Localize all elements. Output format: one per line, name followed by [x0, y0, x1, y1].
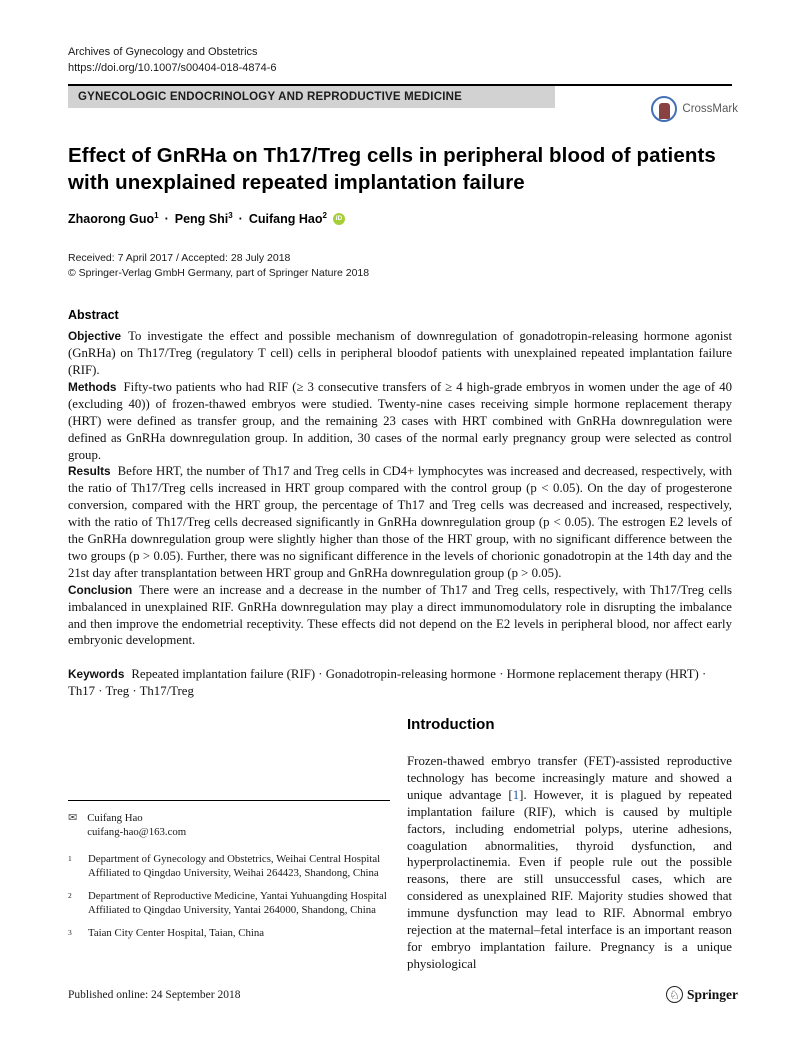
- affiliation-2: [68, 889, 390, 917]
- orcid-icon[interactable]: iD: [333, 213, 345, 225]
- springer-wordmark: Springer: [686, 986, 738, 1002]
- page-title: [68, 142, 732, 196]
- footnotes-block: [68, 800, 390, 949]
- published-online-date: Published online: 24 September 2018: [68, 988, 241, 1001]
- author-3: Cuifang Hao$^2$: [248, 211, 327, 227]
- author-2: Peng Shi$^3$: [174, 211, 233, 227]
- crossmark-badge[interactable]: [651, 96, 738, 122]
- abstract-conclusion-text: There were an increase and a decrease in the number of Th17 and Treg cells, respectively, with Th17/Treg cells imbalanced in unexplained RIF. GnRHa downregulation may play a direct immunomodulatory role in disrupting the imbalance and then improve the endometrial receptivity. These effects did not depend on the E2 levels in peripheral blood, nor affect early embryonic development.: [68, 582, 732, 648]
- springer-knight-icon: ♘: [666, 986, 683, 1003]
- keywords-line: [68, 666, 732, 700]
- keywords-label: Keywords: [68, 667, 125, 682]
- abstract-methods-text: Fifty-two patients who had RIF (≥ 3 consecutive transfers of ≥ 4 high-grade embryos in women under the age of 40 (excluding 40)) of frozen-thawed embryos were studied. Twenty-nine cases receiving simple hormone replacement therapy (HRT) were defined as transfer group, and the remaining 23 cases with HRT combined with GnRHa downregulation were defined as GnRHa downregulation group. In addition, 30 cases of the normal early pregnancy group were selected as control group.: [68, 379, 732, 462]
- crossmark-shield-shape: [659, 103, 670, 119]
- abstract-objective-text: To investigate the effect and possible mechanism of downregulation of gonadotropin-releasing hormone agonist (GnRHa) on Th17/Treg (regulatory T cell) cells in peripheral bloodof patients with unexplained repeated implantation failure (RIF).: [68, 329, 732, 377]
- author-list: [68, 211, 732, 226]
- affiliation-3-text: Taian City Center Hospital, Taian, China: [88, 927, 265, 939]
- journal-name: Archives of Gynecology and Obstetrics: [68, 46, 258, 58]
- springer-logo: [666, 986, 738, 1003]
- correspondence-email[interactable]: cuifang-hao@163.com: [87, 826, 187, 838]
- abstract-methods: [68, 379, 732, 464]
- affiliation-1-text: Department of Gynecology and Obstetrics, Weihai Central Hospital Affiliated to Qingdao University, Weihai 264423, Shandong, China: [88, 853, 381, 879]
- abstract-conclusion: [68, 582, 732, 650]
- affiliation-3: [68, 926, 390, 940]
- abstract-results-label: Results: [68, 464, 111, 479]
- affiliation-2-text: Department of Reproductive Medicine, Yantai Yuhuangding Hospital Affiliated to Qingdao University, Yantai 264000, Shandong, China: [88, 890, 387, 916]
- affiliation-1-number: 1: [68, 854, 72, 863]
- intro-text-after-ref: ]. However, it is plagued by repeated implantation failure (RIF), which is caused by multiple factors, including endometrial polyps, uterine adhesions, coagulation abnormalities, thyroid dysfunction, and hyperprolactinemia. Even if people rule out the possible reasons, there are still unsuccessful cases, which are considered as unexplained RIF. Majority studies showed that immune dysfunction may lead to RIF. Abnormal embryo rejection at the maternal–fetal interface is an important reason for embryo implantation failure. Pregnancy is a unique physiological: [407, 787, 732, 971]
- received-accepted-dates: Received: 7 April 2017 / Accepted: 28 July 2018: [68, 252, 291, 265]
- abstract-objective-label: Objective: [68, 329, 122, 344]
- crossmark-icon: [651, 96, 677, 122]
- correspondence-name: Cuifang Hao: [87, 812, 143, 824]
- abstract-results: [68, 463, 732, 581]
- abstract-objective: [68, 328, 732, 379]
- footnote-rule: [68, 800, 390, 801]
- introduction-paragraph: [407, 753, 732, 973]
- journal-header: [68, 44, 732, 76]
- correspondence: [68, 811, 390, 839]
- abstract-results-text: Before HRT, the number of Th17 and Treg cells in CD4+ lymphocytes was increased and decreased, respectively, with the ratio of Th17/Treg cells increased in HRT group compared with the control group (p < 0.05). On the day of progesterone conversion, compared with the HRT group, the percentage of Th17 and Treg cells was decreased and increased, respectively, with the ratio of Th17/Treg cells decreased significantly in GnRHa downregulation group (p < 0.05). The estrogen E2 levels of the GnRHa downregulation group were slightly higher than those of the HRT group, with no significant difference between the two groups (p > 0.05). Further, there was no significant difference in the levels of chorionic gonadotropin at the 14th day and the 21st day after transplantation between HRT group and GnRHa downregulation group (p > 0.05).: [68, 464, 732, 580]
- reference-link-1[interactable]: 1: [512, 787, 520, 802]
- abstract-methods-label: Methods: [68, 379, 117, 394]
- doi-link[interactable]: https://doi.org/10.1007/s00404-018-4874-6: [68, 62, 277, 74]
- abstract-conclusion-label: Conclusion: [68, 582, 133, 597]
- title-line-2: with unexplained repeated implantation failure: [68, 171, 525, 194]
- affiliation-2-number: 2: [68, 891, 72, 900]
- title-line-1: Effect of GnRHa on Th17/Treg cells in peripheral blood of patients: [68, 144, 716, 167]
- copyright-line: © Springer-Verlag GmbH Germany, part of Springer Nature 2018: [68, 267, 370, 280]
- keywords-text: Repeated implantation failure (RIF) · Gonadotropin-releasing hormone · Hormone replacement therapy (HRT) · Th17 · Treg · Th17/Treg: [68, 667, 707, 699]
- intro-text-before-ref: Frozen-thawed embryo transfer (FET)-assisted reproductive technology has become increasingly mature and showed a unique advantage [: [407, 754, 732, 802]
- section-banner: GYNECOLOGIC ENDOCRINOLOGY AND REPRODUCTIVE MEDICINE: [68, 86, 555, 108]
- author-1: Zhaorong Guo$^1$: [68, 211, 159, 227]
- envelope-icon: ✉: [68, 812, 78, 824]
- abstract-heading: Abstract: [68, 308, 119, 323]
- affiliation-3-number: 3: [68, 928, 72, 937]
- introduction-heading: Introduction: [407, 716, 495, 733]
- affiliation-1: [68, 852, 390, 880]
- article-meta: [68, 251, 732, 281]
- author-separator: ·: [164, 211, 169, 226]
- page-footer: [68, 986, 738, 1003]
- introduction-column: [407, 716, 732, 973]
- correspondence-details: [87, 811, 186, 839]
- crossmark-label: CrossMark: [682, 103, 738, 115]
- author-separator: ·: [238, 211, 243, 226]
